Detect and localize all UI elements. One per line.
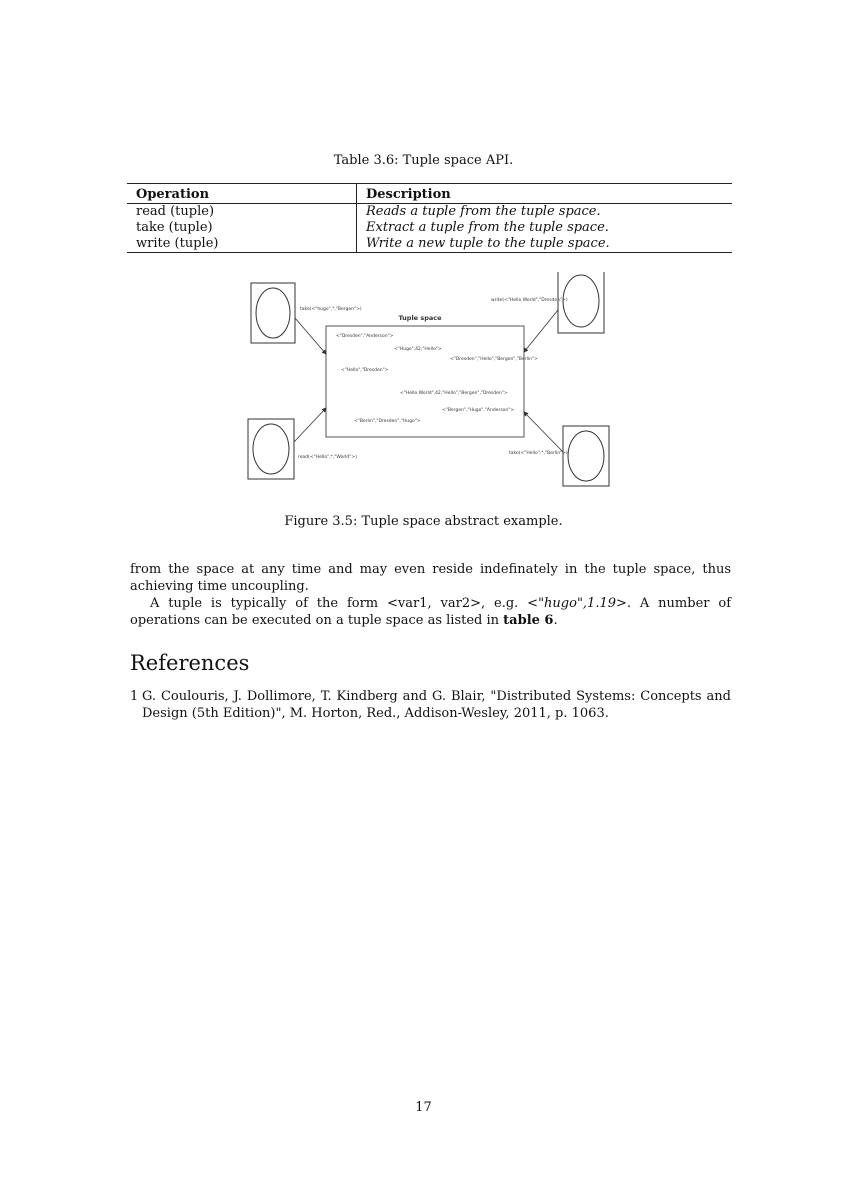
op-label-bottom-right: take(<"Hello",*,"Berlin">) — [509, 451, 568, 456]
operation-cell: read (tuple) — [127, 204, 357, 221]
api-table — [127, 183, 732, 253]
op-label-bottom-left: read(<"Hello",*,"World">) — [298, 455, 357, 460]
arrow-bottom-right — [524, 412, 563, 452]
table-row — [127, 220, 732, 236]
tuple-example: <"hugo",1.19> — [527, 596, 627, 611]
description-cell: Extract a tuple from the tuple space. — [366, 220, 609, 235]
tuple-item: <"Dresden","Anderson"> — [336, 334, 394, 339]
references-heading: References — [130, 651, 250, 675]
para-text: A tuple is typically of the form <var1, var2>, e.g. — [150, 596, 528, 611]
tuple-item: <"Berlin","Dresden","Hugo"> — [354, 419, 421, 424]
process-top-left — [251, 283, 295, 343]
operation-cell: take (tuple) — [127, 220, 357, 236]
tuple-item: <"Hugo",42,"Hello"> — [394, 347, 442, 352]
reference-number: 1 — [130, 689, 139, 704]
arrow-bottom-left — [294, 408, 326, 442]
page-number: 17 — [415, 1100, 432, 1115]
operation-cell: write (tuple) — [127, 236, 357, 253]
figure-caption: Figure 3.5: Tuple space abstract example. — [284, 514, 563, 529]
reference-item — [130, 688, 731, 722]
process-bottom-right — [563, 426, 609, 486]
arrow-top-left — [295, 318, 326, 354]
tuple-item: <"Hello","Dresden"> — [341, 368, 389, 373]
tuple-item: <"Bergen","Hugo","Anderson"> — [442, 408, 515, 413]
table-row — [127, 236, 732, 253]
para-text: . A number of operations can be executed on a tuple space as listed in — [130, 596, 732, 628]
op-label-top-right: write(<"Hello World","Dresden">) — [491, 298, 568, 303]
table-reference: table 6 — [503, 613, 554, 628]
column-header-operation: Operation — [127, 184, 357, 204]
table-row — [127, 204, 732, 221]
arrow-top-right — [524, 310, 558, 352]
body-paragraph — [130, 595, 731, 629]
tuple-item: <"Hello World",42,"Hello","Bergen","Dresden"> — [400, 391, 508, 396]
tuple-space-title: Tuple space — [398, 314, 442, 322]
column-header-description: Description — [366, 186, 451, 202]
description-cell: Write a new tuple to the tuple space. — [366, 236, 610, 251]
process-bottom-left — [248, 419, 294, 479]
reference-text: G. Coulouris, J. Dollimore, T. Kindberg and G. Blair, "Distributed Systems: Concepts and Design (5th Edition)", M. Horton, Red., Addison-Wesley, 2011, p. 1063. — [142, 689, 731, 721]
op-label-top-left: take(<"hugo",*,"Bergen">) — [300, 307, 362, 312]
description-cell: Reads a tuple from the tuple space. — [366, 204, 601, 219]
table-header-row — [127, 184, 732, 204]
tuple-item: <"Dresden","Hello","Bergen","Berlin"> — [450, 357, 538, 362]
table-caption: Table 3.6: Tuple space API. — [333, 153, 514, 168]
para-text: . — [553, 613, 558, 628]
body-paragraph: from the space at any time and may even reside indefinately in the tuple space, thus achieving time uncoupling. — [130, 562, 731, 594]
tuple-space-figure — [236, 272, 616, 494]
